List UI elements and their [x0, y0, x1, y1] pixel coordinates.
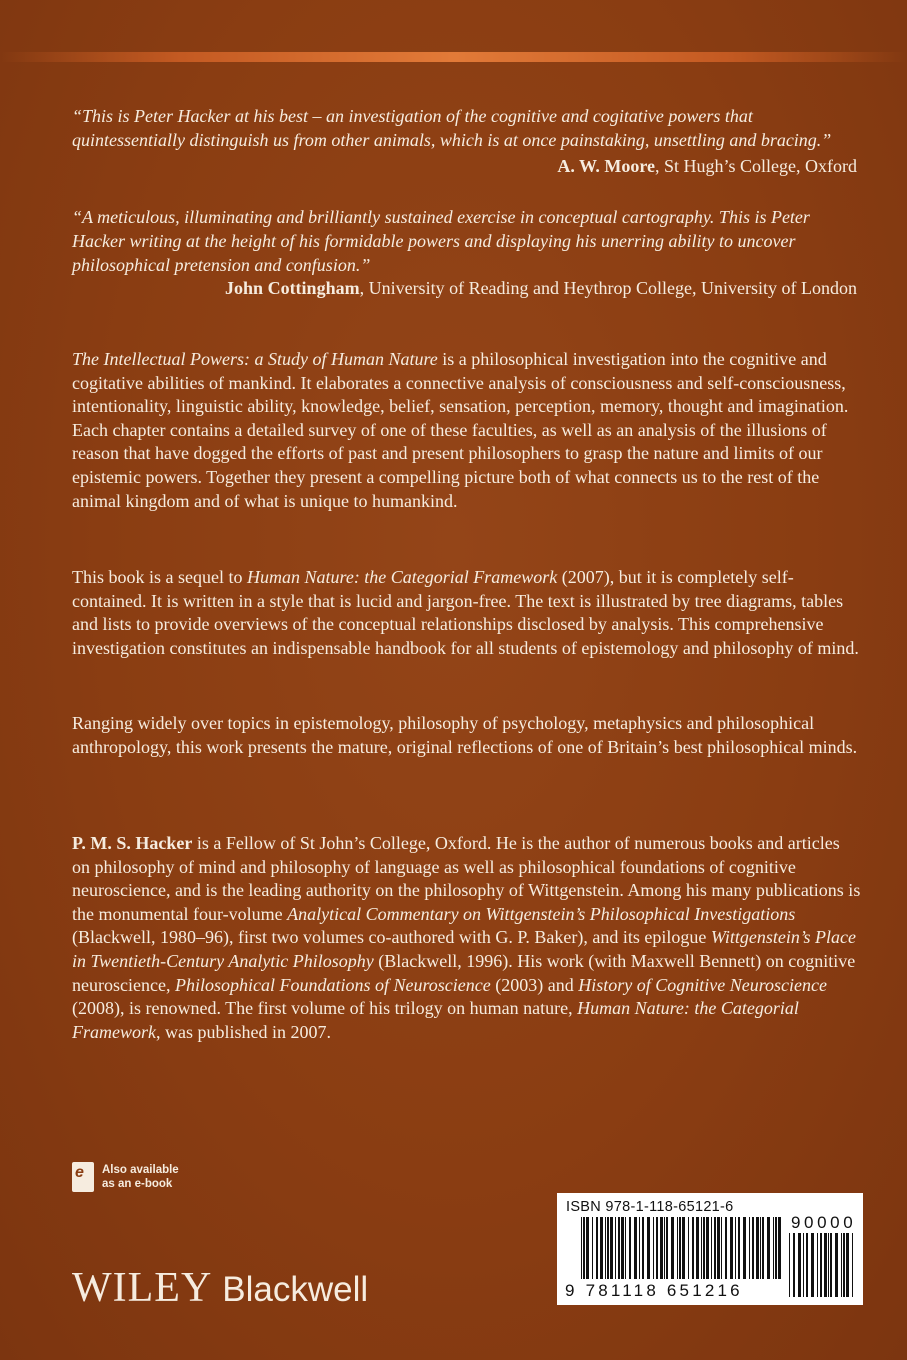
barcode-bar [773, 1217, 774, 1279]
barcode-bar [607, 1217, 609, 1279]
e-book-icon-glyph: e [75, 1164, 84, 1181]
barcode-bar [752, 1217, 754, 1279]
quote-affiliation: , University of Reading and Heythrop College, University of London [359, 278, 857, 298]
barcode-bar [841, 1233, 842, 1297]
barcode-bar [618, 1217, 620, 1279]
publisher-name-blackwell: Blackwell [222, 1270, 369, 1309]
barcode-bar [828, 1233, 829, 1297]
barcode-bar [749, 1217, 750, 1279]
quote-cottingham-attribution [225, 276, 857, 300]
barcode-bar [610, 1217, 613, 1279]
barcode-bar [605, 1217, 606, 1279]
barcode-bar [692, 1217, 694, 1279]
barcode-bar [586, 1217, 589, 1279]
barcode-bar [743, 1217, 746, 1279]
barcode-bar [730, 1217, 733, 1279]
description-paragraph-3: Ranging widely over topics in epistemology, philosophy of psychology, metaphysics and philosophical anthropology, this work presents the mature, original reflections of one of Britain’s best philosophical minds. [72, 713, 858, 757]
decorative-top-bar [0, 52, 907, 62]
ebook-label-line2: as an e-book [102, 1178, 173, 1190]
ebook-availability [72, 1162, 179, 1192]
book-title: Philosophical Foundations of Neuroscience [174, 974, 491, 995]
barcode-bar [811, 1233, 814, 1297]
book-title: Analytical Commentary on Wittgenstein’s Philosophical Investigations [287, 903, 796, 924]
barcode-bar [688, 1217, 689, 1279]
quote-cottingham: “A meticulous, illuminating and brilliantly sustained exercise in conceptual cartography. This is Peter Hacker writing at the height of his formidable powers and displaying his unerring ability to uncover philosophical pretension and confusion.” [72, 207, 810, 275]
barcode-bar [789, 1233, 790, 1297]
barcode-bar [647, 1217, 650, 1279]
barcode-bar [767, 1217, 770, 1279]
description-text: is a philosophical investigation into the cognitive and cogitative abilities of mankind. It elaborates a connective analysis of consciousness and self-consciousness, intentionality, linguistic ability, knowledge, belief, sensation, perception, memory, thought and imagination. Each chapter contains a detailed survey of one of these faculties, as well as an analysis of the illusions of reason that have dogged the efforts of past and present philosophers to grasp the nature and limits of our epistemic powers. Together they present a compelling picture both of what connects us to the rest of the animal kingdom and of what is unique to humankind. [72, 349, 849, 511]
barcode-bar [843, 1233, 845, 1297]
barcode-bar [721, 1217, 722, 1279]
barcode-bar [703, 1217, 705, 1279]
bio-text: (Blackwell, 1996). His work (with Maxwell Bennett) on cognitive neuroscience, [72, 950, 856, 995]
barcode-bar [696, 1217, 699, 1279]
quote-author: A. W. Moore [557, 156, 655, 176]
barcode-addon-bars [789, 1233, 855, 1297]
book-title: Human Nature: the Categorial Framework [246, 567, 558, 587]
book-title: The Intellectual Powers: a Study of Human Nature [72, 349, 438, 369]
barcode-bar [592, 1217, 593, 1279]
barcode-bar [798, 1233, 801, 1297]
quote-moore-attribution [557, 154, 857, 178]
barcode-bar [666, 1217, 668, 1279]
barcode-bar [660, 1217, 663, 1279]
barcode-bar [615, 1217, 616, 1279]
barcode-addon-digits: 90000 [791, 1213, 857, 1232]
bio-text: (2003) and [490, 974, 579, 995]
barcode-bar [817, 1233, 818, 1297]
barcode-bar [706, 1217, 709, 1279]
barcode-bar [778, 1217, 781, 1279]
ebook-label [102, 1163, 179, 1191]
barcode-bar [677, 1217, 678, 1279]
e-book-icon [72, 1162, 94, 1192]
description-text: (2007), but it is completely self-contained. It is written in a style that is lucid and jargon-free. The text is illustrated by tree diagrams, tables and lists to provide overviews of the conceptual relationships disclosed by analysis. This comprehensive investigation constitutes an indispensable handbook for all students of epistemology and philosophy of mind. [72, 567, 859, 658]
barcode-bar [664, 1217, 665, 1279]
barcode-bar [682, 1217, 685, 1279]
barcode-bar [600, 1217, 603, 1279]
barcode-bar [835, 1233, 838, 1297]
barcode-bar [756, 1217, 759, 1279]
book-title: History of Cognitive Neuroscience [578, 974, 828, 995]
barcode-bar [656, 1217, 658, 1279]
barcode-bar [717, 1217, 720, 1279]
bio-text: is a Fellow of St John’s College, Oxford. He is the author of numerous books and articles on philosophy of mind and philosophy of language as well as philosophical foundations of cognitive neuroscience, and is the leading authority on the philosophy of Wittgenstein. Among his many publications is the monumental four-volume [72, 833, 861, 924]
ebook-label-line1: Also available [102, 1164, 179, 1176]
barcode-bar [634, 1217, 637, 1279]
book-title: Wittgenstein’s Place in Twentieth-Century Analytic Philosophy [72, 927, 857, 971]
barcode-bar [793, 1233, 795, 1297]
barcode-bar [596, 1217, 598, 1279]
barcode-bar [725, 1217, 727, 1279]
bio-text: , was published in 2007. [156, 1021, 331, 1042]
isbn-label: ISBN 978-1-118-65121-6 [566, 1199, 734, 1215]
barcode-main-bars [581, 1217, 781, 1283]
barcode-bar [762, 1217, 764, 1279]
barcode-bar [621, 1217, 624, 1279]
barcode-bar [583, 1217, 585, 1279]
quote-moore: “This is Peter Hacker at his best – an investigation of the cognitive and cogitative powers that quintessentially distinguish us from other animals, which is at once painstaking, unsettling and bracing.” [72, 106, 832, 150]
barcode-bar [653, 1217, 654, 1279]
barcode-bar [820, 1233, 822, 1297]
barcode-bar [803, 1233, 804, 1297]
barcode-bar [735, 1217, 736, 1279]
publisher-logo [72, 1264, 368, 1312]
bio-text: (2008), is renowned. The first volume of his trilogy on human nature, [72, 998, 578, 1019]
barcode-digits: 9 781118 651216 [565, 1281, 743, 1300]
barcode-bar [806, 1233, 808, 1297]
barcode-bar [711, 1217, 712, 1279]
description-paragraph-2 [72, 566, 862, 660]
isbn-barcode [557, 1193, 863, 1305]
barcode-bar [830, 1233, 832, 1297]
quote-author: John Cottingham [225, 278, 360, 298]
barcode-bar [760, 1217, 761, 1279]
barcode-bar [629, 1217, 631, 1279]
barcode-bar [642, 1217, 644, 1279]
barcode-bar [639, 1217, 640, 1279]
author-bio [72, 832, 862, 1044]
barcode-bar [775, 1217, 777, 1279]
barcode-bar [679, 1217, 681, 1279]
barcode-bar [824, 1233, 827, 1297]
author-name: P. M. S. Hacker [72, 833, 193, 853]
barcode-bar [701, 1217, 702, 1279]
book-title: Human Nature: the Categorial Framework [72, 998, 799, 1042]
barcode-bar [714, 1217, 716, 1279]
barcode-bar [738, 1217, 740, 1279]
barcode-bar [581, 1217, 582, 1279]
quote-affiliation: , St Hugh’s College, Oxford [655, 156, 857, 176]
barcode-bar [852, 1233, 853, 1297]
bio-text: (Blackwell, 1980–96), first two volumes co-authored with G. P. Baker), and its epilogue [72, 927, 711, 948]
description-paragraph-1 [72, 348, 862, 513]
publisher-name-wiley: WILEY [72, 1265, 213, 1311]
barcode-bar [671, 1217, 674, 1279]
description-text: This book is a sequel to [72, 567, 247, 587]
barcode-bar [846, 1233, 849, 1297]
barcode-bar [625, 1217, 626, 1279]
